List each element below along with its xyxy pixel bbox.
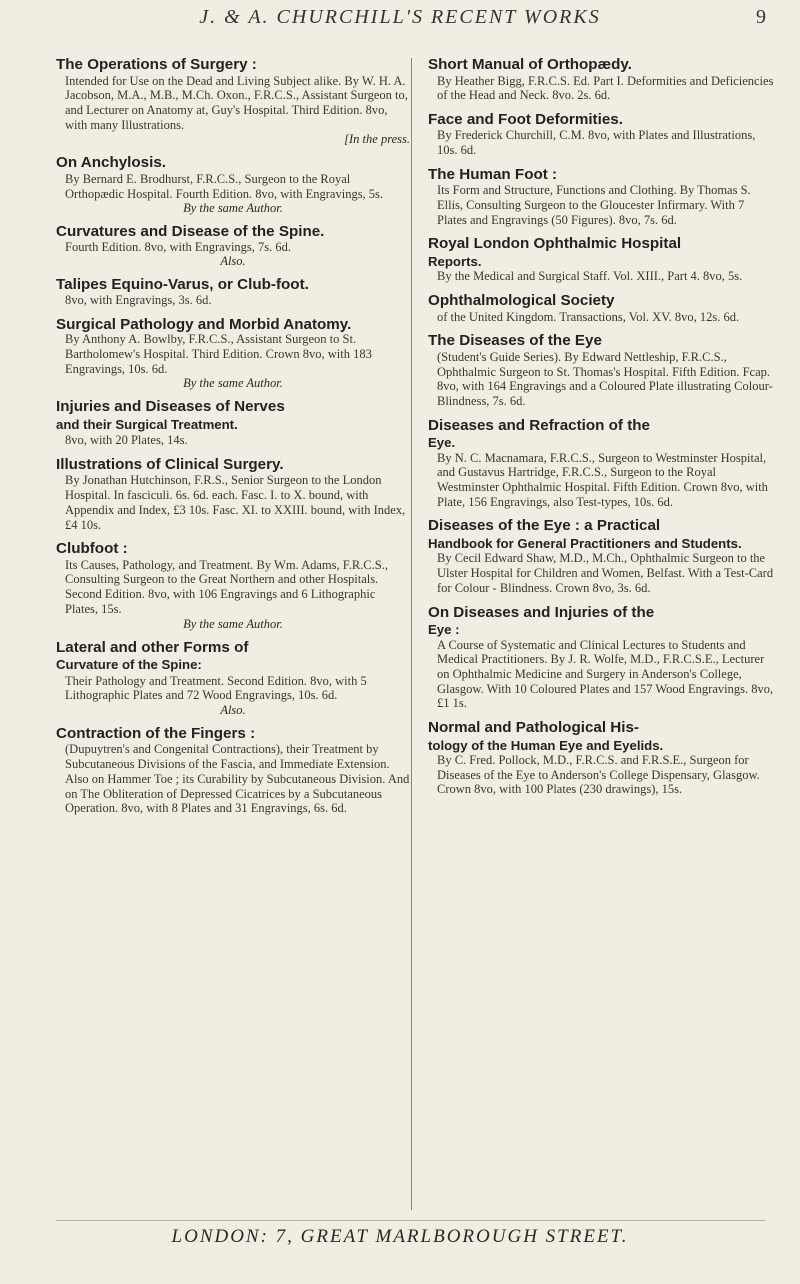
running-title: J. & A. CHURCHILL'S RECENT WORKS [199, 6, 601, 28]
book-entry [428, 292, 774, 324]
book-description: By Jonathan Hutchinson, F.R.S., Senior Surgeon to the London Hospital. In fasciculi. 6s. 6d. each. Fasc. I. to X. bound, with Appendix and Index, £3 10s. Fasc. XI. to XXIII. bound, with Index, £4 10s. [65, 473, 406, 532]
book-title: Clubfoot : [56, 540, 128, 558]
book-entry [56, 154, 410, 215]
book-subtitle: Handbook for General Practitioners and Students. [428, 535, 742, 551]
book-entry [428, 56, 774, 103]
author-note: By the same Author. [183, 201, 283, 216]
book-subtitle: tology of the Human Eye and Eyelids. [428, 737, 664, 753]
running-head [0, 6, 800, 36]
book-entry [56, 56, 410, 146]
book-entry [428, 166, 774, 228]
book-title: Ophthalmological Society [428, 292, 615, 310]
book-entry [428, 417, 774, 510]
book-title: Face and Foot Deformities. [428, 110, 623, 128]
book-entry [56, 276, 410, 307]
book-title: Curvatures and Disease of the Spine. [56, 223, 325, 241]
author-note: Also. [220, 702, 246, 717]
book-subtitle: and their Surgical Treatment. [56, 416, 238, 432]
book-description: By Bernard E. Brodhurst, F.R.C.S., Surgeon to the Royal Orthopædic Hospital. Fourth Edition. 8vo, with Engravings, 5s. [65, 171, 384, 201]
book-title: Royal London Ophthalmic Hospital [428, 235, 682, 253]
book-description: By Anthony A. Bowlby, F.R.C.S., Assistant Surgeon to St. Bartholomew's Hospital. Third Edition. Crown 8vo, with 183 Engravings, 10s. 6d. [65, 332, 372, 376]
book-description: By C. Fred. Pollock, M.D., F.R.C.S. and F.R.S.E., Surgeon for Diseases of the Eye to Anderson's College Dispensary, Glasgow. Crown 8vo, with 100 Plates (230 drawings), 15s. [437, 753, 760, 797]
author-note: Also. [220, 254, 246, 269]
left-column [56, 56, 410, 824]
press-note: [In the press. [344, 132, 410, 147]
book-subtitle: Eye : [428, 622, 460, 638]
book-description: 8vo, with 20 Plates, 14s. [65, 433, 188, 448]
page-number: 9 [756, 6, 766, 28]
author-note: By the same Author. [183, 616, 283, 631]
book-title: Illustrations of Clinical Surgery. [56, 455, 284, 473]
book-entry [56, 223, 410, 268]
book-title: Talipes Equino-Varus, or Club-foot. [56, 276, 309, 294]
book-title: On Diseases and Injuries of the [428, 603, 655, 621]
book-description: By the Medical and Surgical Staff. Vol. XIII., Part 4. 8vo, 5s. [437, 269, 743, 284]
book-title: Injuries and Diseases of Nerves [56, 398, 285, 416]
book-entry [428, 604, 774, 712]
author-note: By the same Author. [183, 376, 283, 391]
book-entry [428, 111, 774, 158]
right-column [428, 56, 774, 805]
book-title: The Operations of Surgery : [56, 56, 257, 73]
book-entry [428, 235, 774, 284]
book-entry [56, 398, 410, 448]
book-title: On Anchylosis. [56, 154, 166, 172]
book-description: (Student's Guide Series). By Edward Nettleship, F.R.C.S., Ophthalmic Surgeon to St. Thomas's Hospital. Fifth Edition. Fcap. 8vo, with 164 Engravings and a Coloured Plate illustrating Colour-Blindness, 7s. 6d. [437, 349, 773, 408]
book-title: Lateral and other Forms of [56, 638, 249, 656]
book-description: Fourth Edition. 8vo, with Engravings, 7s. 6d. [65, 239, 292, 254]
book-description: (Dupuytren's and Congenital Contractions), their Treatment by Subcutaneous Divisions of the Fascia, and Immediate Extension. Also on Hammer Toe ; its Curability by Subcutaneous Division. And on The Obliteration of Depressed Cicatrices by a Subcutaneous Operation. 8vo, with 8 Plates and 31 Engravings, 6s. 6d. [65, 742, 410, 816]
footer-rule [56, 1220, 766, 1221]
book-description: By N. C. Macnamara, F.R.C.S., Surgeon to Westminster Hospital, and Gustavus Hartridge, F.R.C.S., Surgeon to the Royal Westminster Ophthalmic Hospital. Fifth Edition. Crown 8vo, with Plate, 156 Engravings, also Test-types, 10s. 6d. [437, 450, 768, 509]
book-title: The Diseases of the Eye [428, 332, 602, 350]
book-title: The Human Foot : [428, 165, 558, 183]
book-entry [56, 725, 410, 816]
book-entry [56, 316, 410, 391]
book-description: Its Form and Structure, Functions and Clothing. By Thomas S. Ellis, Consulting Surgeon to the Gloucester Infirmary. With 7 Plates and Engravings (50 Figures). 8vo, 7s. 6d. [437, 183, 751, 227]
book-subtitle: Eye. [428, 435, 456, 451]
book-description: of the United Kingdom. Transactions, Vol. XV. 8vo, 12s. 6d. [437, 309, 740, 324]
book-entry [428, 332, 774, 408]
book-subtitle: Reports. [428, 253, 482, 269]
publisher-imprint: LONDON: 7, GREAT MARLBOROUGH STREET. [171, 1226, 629, 1247]
book-description: By Frederick Churchill, C.M. 8vo, with Plates and Illustrations, 10s. 6d. [437, 128, 756, 158]
book-description: A Course of Systematic and Clinical Lectures to Students and Medical Practitioners. By J. R. Wolfe, M.D., F.R.C.S.E., Lecturer on Ophthalmic Medicine and Surgery in Anderson's College, Glasgow. With 10 Coloured Plates and 157 Wood Engravings. 8vo, £1 1s. [437, 637, 774, 711]
book-title: Surgical Pathology and Morbid Anatomy. [56, 315, 352, 333]
book-description: Intended for Use on the Dead and Living Subject alike. By W. H. A. Jacobson, M.A., M.B., M.Ch. Oxon., F.R.C.S., Assistant Surgeon to, and Lecturer on Anatomy at, Guy's Hospital. Third Edition. 8vo, with many Illustrations. [65, 73, 408, 132]
book-entry [56, 456, 410, 532]
book-title: Diseases of the Eye : a Practical [428, 517, 661, 535]
book-entry [428, 517, 774, 595]
book-description: By Heather Bigg, F.R.C.S. Ed. Part I. Deformities and Deficiencies of the Head and Neck. 8vo. 2s. 6d. [437, 73, 774, 103]
book-title: Short Manual of Orthopædy. [428, 56, 632, 73]
book-subtitle: Curvature of the Spine: [56, 657, 202, 673]
book-title: Contraction of the Fingers : [56, 724, 256, 742]
book-description: Its Causes, Pathology, and Treatment. By Wm. Adams, F.R.C.S., Consulting Surgeon to the Great Northern and other Hospitals. Second Edition. 8vo, with 106 Engravings and 6 Lithographic Plates, 15s. [65, 557, 388, 616]
book-title: Diseases and Refraction of the [428, 416, 650, 434]
book-description: 8vo, with Engravings, 3s. 6d. [65, 292, 212, 307]
book-description: Their Pathology and Treatment. Second Edition. 8vo, with 5 Lithographic Plates and 72 Wood Engravings, 10s. 6d. [65, 673, 367, 703]
book-description: By Cecil Edward Shaw, M.D., M.Ch., Ophthalmic Surgeon to the Ulster Hospital for Children and Women, Belfast. With a Test-Card for Colour - Blindness. Crown 8vo, 3s. 6d. [437, 551, 774, 595]
book-title: Normal and Pathological His- [428, 719, 639, 737]
book-entry [56, 639, 410, 717]
column-divider [411, 58, 412, 1210]
book-entry [56, 540, 410, 630]
book-entry [428, 719, 774, 797]
